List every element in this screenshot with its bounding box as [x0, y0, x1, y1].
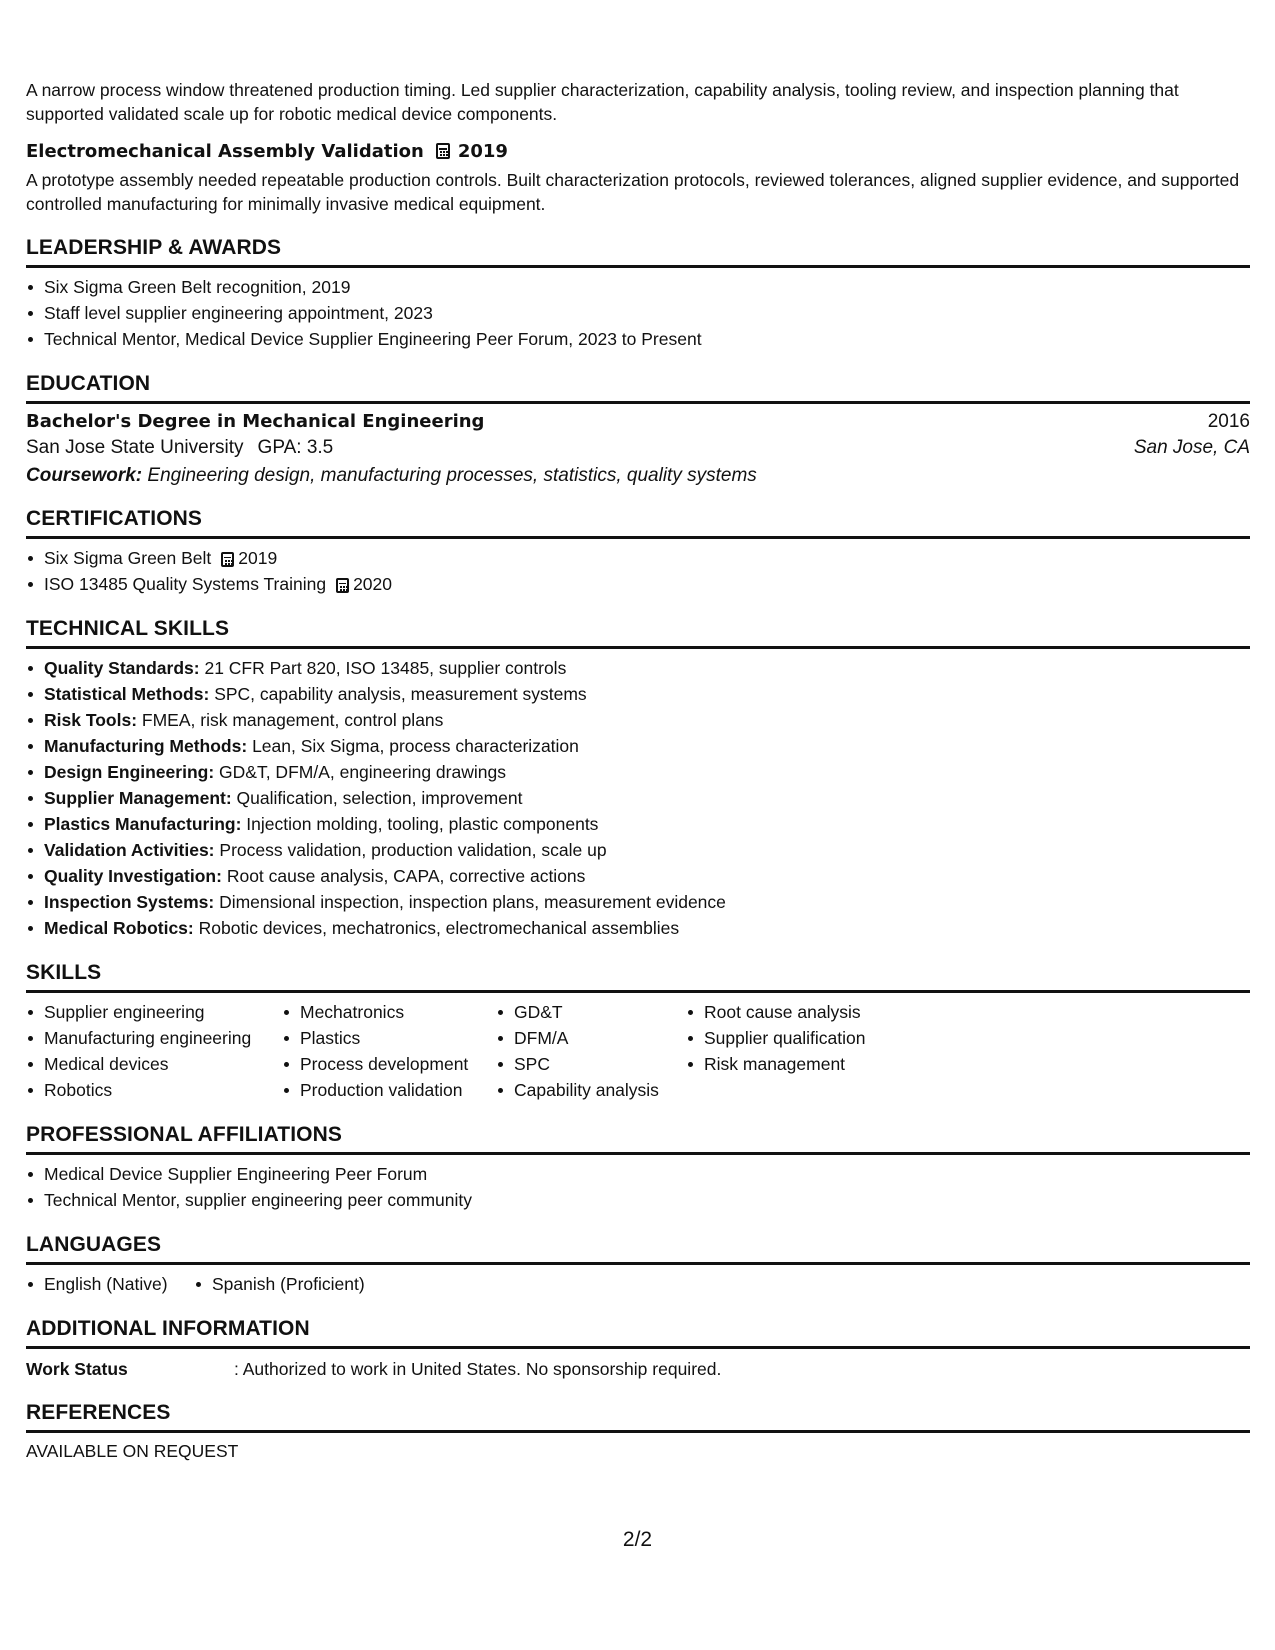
certifications-section — [26, 507, 1250, 597]
resume-page — [26, 78, 1250, 1462]
coursework — [26, 465, 1250, 487]
skill-label: Quality Investigation: — [44, 866, 222, 886]
cert-year: 2020 — [353, 574, 393, 594]
list-item — [26, 785, 1250, 811]
skills-column — [282, 999, 496, 1103]
school-name: San Jose State University — [26, 437, 244, 458]
list-item: Plastics — [282, 1025, 496, 1051]
school-line — [26, 437, 333, 459]
skill-label: Quality Standards: — [44, 658, 200, 678]
skills-section — [26, 961, 1250, 1103]
work-status-label: Work Status — [26, 1359, 128, 1379]
list-item: GD&T — [496, 999, 686, 1025]
list-item: Medical devices — [26, 1051, 282, 1077]
affiliations-list — [26, 1161, 1250, 1213]
list-item — [26, 681, 1250, 707]
skill-value: Dimensional inspection, inspection plans, measurement evidence — [219, 892, 726, 912]
list-item: Supplier qualification — [686, 1025, 906, 1051]
list-item — [26, 759, 1250, 785]
list-item: Risk management — [686, 1051, 906, 1077]
languages-list — [26, 1271, 1250, 1297]
leadership-list — [26, 274, 1250, 352]
skill-value: Lean, Six Sigma, process characterization — [252, 736, 579, 756]
project-heading — [26, 138, 1250, 164]
skill-label: Plastics Manufacturing: — [44, 814, 242, 834]
list-item — [26, 571, 1250, 597]
cert-year: 2019 — [238, 548, 278, 568]
list-item — [26, 733, 1250, 759]
section-title: LANGUAGES — [26, 1233, 1250, 1265]
skill-label: Design Engineering: — [44, 762, 215, 782]
calendar-icon — [221, 552, 234, 567]
section-title: PROFESSIONAL AFFILIATIONS — [26, 1123, 1250, 1155]
degree: Bachelor's Degree in Mechanical Engineering — [26, 411, 485, 432]
list-item — [26, 811, 1250, 837]
skills-columns — [26, 999, 1250, 1103]
skill-label: Medical Robotics: — [44, 918, 194, 938]
skill-label: Inspection Systems: — [44, 892, 215, 912]
list-item — [26, 915, 1250, 941]
skills-column — [26, 999, 282, 1103]
section-title: TECHNICAL SKILLS — [26, 617, 1250, 649]
certifications-list — [26, 545, 1250, 597]
skill-value: FMEA, risk management, control plans — [141, 710, 444, 730]
technical-skills-list — [26, 655, 1250, 941]
page-number: 2/2 — [622, 1528, 653, 1551]
education-section — [26, 372, 1250, 487]
list-item: English (Native) — [26, 1271, 194, 1297]
list-item — [26, 545, 1250, 571]
references-section — [26, 1401, 1250, 1462]
skill-value: Injection molding, tooling, plastic components — [246, 814, 599, 834]
skill-label: Statistical Methods: — [44, 684, 210, 704]
technical-skills-section — [26, 617, 1250, 941]
references-text: AVAILABLE ON REQUEST — [26, 1441, 239, 1461]
list-item: Robotics — [26, 1077, 282, 1103]
coursework-label: Coursework: — [26, 465, 143, 486]
list-item: Mechatronics — [282, 999, 496, 1025]
project-title: Electromechanical Assembly Validation — [26, 140, 424, 162]
list-item: Spanish (Proficient) — [194, 1271, 365, 1297]
project-year: 2019 — [457, 140, 508, 162]
skill-value: GD&T, DFM/A, engineering drawings — [219, 762, 506, 782]
section-title: REFERENCES — [26, 1401, 1250, 1433]
section-title: SKILLS — [26, 961, 1250, 993]
project-description: A prototype assembly needed repeatable production controls. Built characterization protocols, reviewed tolerances, aligned supplier evidence, and supported controlled manufacturing for minimally invasive medical equipment. — [26, 170, 1240, 214]
skill-value: Qualification, selection, improvement — [236, 788, 523, 808]
skill-label: Manufacturing Methods: — [44, 736, 248, 756]
list-item — [26, 655, 1250, 681]
skill-value: Process validation, production validation, scale up — [219, 840, 607, 860]
coursework-text: Engineering design, manufacturing processes, statistics, quality systems — [147, 465, 757, 486]
calendar-icon — [436, 143, 450, 159]
skill-label: Validation Activities: — [44, 840, 215, 860]
section-title: LEADERSHIP & AWARDS — [26, 236, 1250, 268]
list-item: Supplier engineering — [26, 999, 282, 1025]
list-item — [26, 863, 1250, 889]
list-item — [26, 889, 1250, 915]
calendar-icon — [336, 578, 349, 593]
list-item: SPC — [496, 1051, 686, 1077]
skills-column — [686, 999, 906, 1103]
list-item: Technical Mentor, supplier engineering peer community — [26, 1187, 1250, 1213]
list-item: Production validation — [282, 1077, 496, 1103]
languages-section — [26, 1233, 1250, 1297]
section-title: ADDITIONAL INFORMATION — [26, 1317, 1250, 1349]
gpa: GPA: 3.5 — [257, 437, 334, 458]
skill-label: Risk Tools: — [44, 710, 138, 730]
list-item: DFM/A — [496, 1025, 686, 1051]
list-item: Process development — [282, 1051, 496, 1077]
work-status-row — [26, 1357, 1250, 1381]
work-status-value: : Authorized to work in United States. No sponsorship required. — [234, 1359, 722, 1379]
list-item: Capability analysis — [496, 1077, 686, 1103]
cert-name: ISO 13485 Quality Systems Training — [44, 574, 327, 594]
list-item: Root cause analysis — [686, 999, 906, 1025]
skill-label: Supplier Management: — [44, 788, 232, 808]
list-item: Manufacturing engineering — [26, 1025, 282, 1051]
additional-info-section — [26, 1317, 1250, 1381]
section-title: EDUCATION — [26, 372, 1250, 404]
school-location: San Jose, CA — [1133, 437, 1250, 458]
skill-value: SPC, capability analysis, measurement systems — [214, 684, 587, 704]
affiliations-section — [26, 1123, 1250, 1213]
graduation-year: 2016 — [1207, 411, 1250, 432]
skill-value: Root cause analysis, CAPA, corrective actions — [226, 866, 586, 886]
list-item: Six Sigma Green Belt recognition, 2019 — [26, 274, 1250, 300]
intro-paragraph: A narrow process window threatened production timing. Led supplier characterization, capability analysis, tooling review, and inspection planning that supported validated scale up for robotic medical device components. — [26, 80, 1179, 124]
list-item — [26, 707, 1250, 733]
cert-name: Six Sigma Green Belt — [44, 548, 212, 568]
list-item: Staff level supplier engineering appointment, 2023 — [26, 300, 1250, 326]
list-item: Technical Mentor, Medical Device Supplier Engineering Peer Forum, 2023 to Present — [26, 326, 1250, 352]
leadership-section — [26, 236, 1250, 352]
section-title: CERTIFICATIONS — [26, 507, 1250, 539]
skill-value: 21 CFR Part 820, ISO 13485, supplier controls — [204, 658, 567, 678]
skills-column — [496, 999, 686, 1103]
skill-value: Robotic devices, mechatronics, electromechanical assemblies — [198, 918, 680, 938]
list-item — [26, 837, 1250, 863]
list-item: Medical Device Supplier Engineering Peer Forum — [26, 1161, 1250, 1187]
